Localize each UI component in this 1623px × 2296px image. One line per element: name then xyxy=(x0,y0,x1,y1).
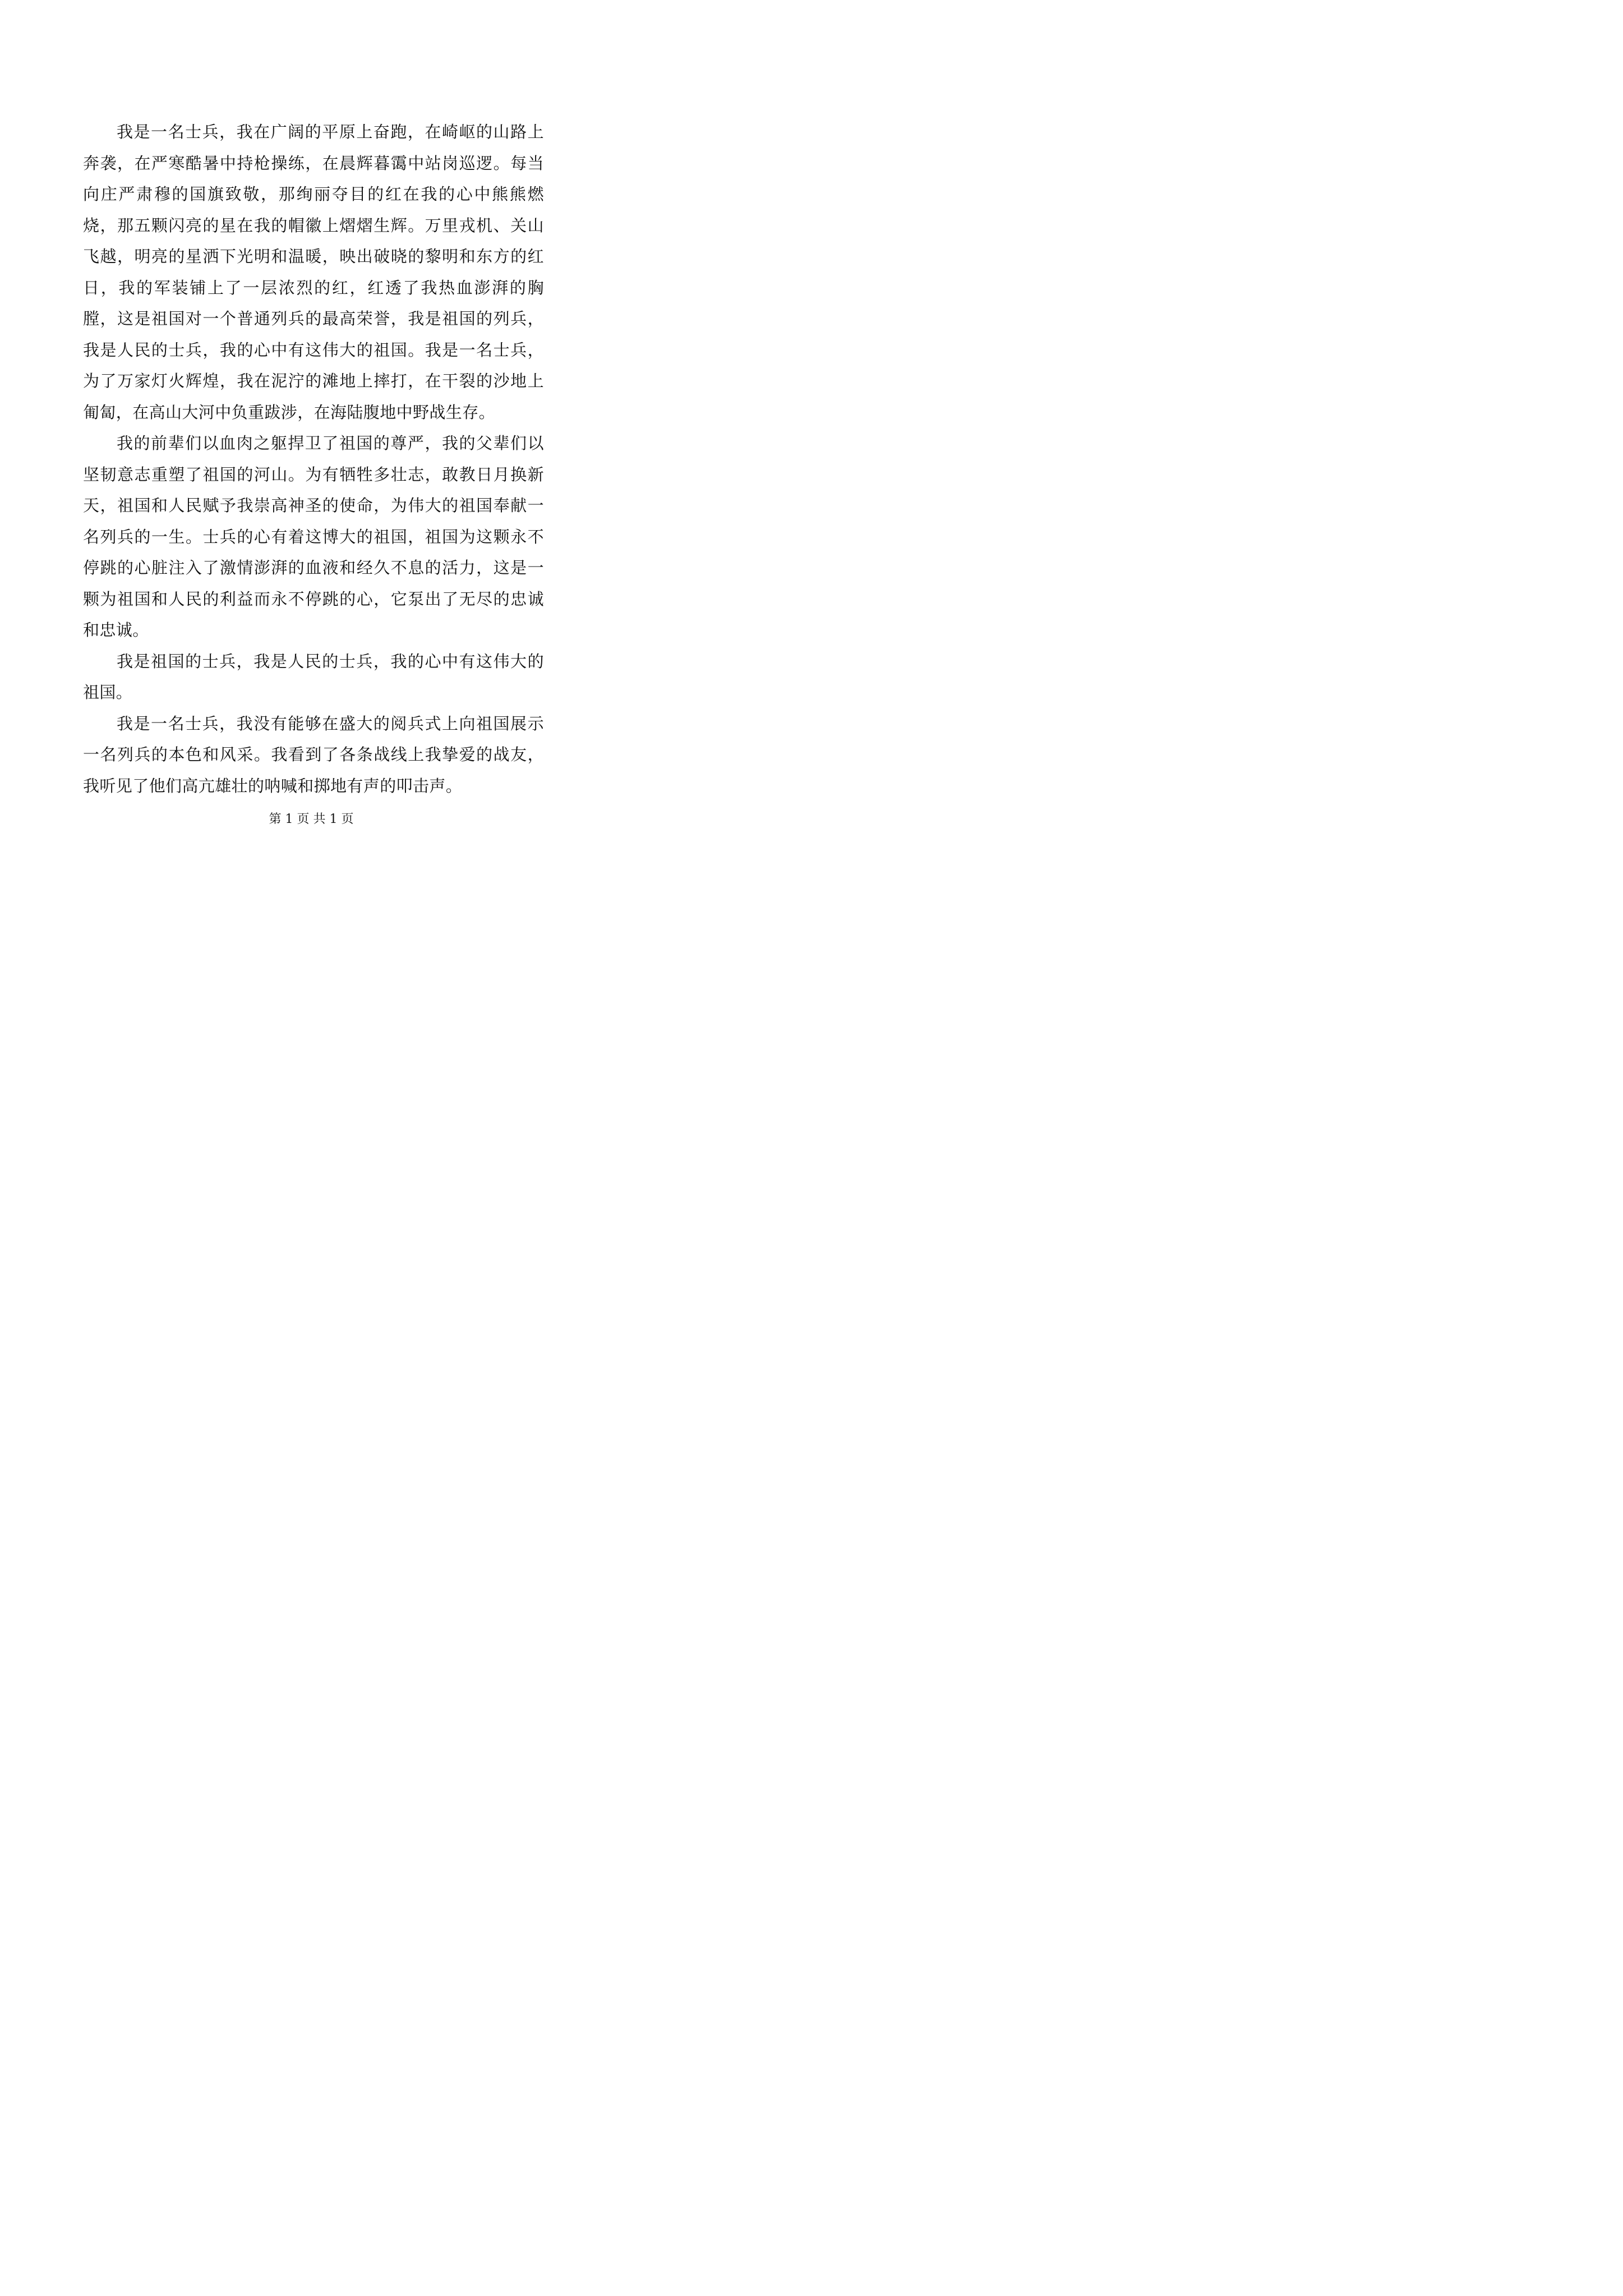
paragraph-4: 我是一名士兵，我没有能够在盛大的阅兵式上向祖国展示一名列兵的本色和风采。我看到了各条战线上我挚爱的战友，我听见了他们高亢雄壮的呐喊和掷地有声的叩击声。 xyxy=(83,714,544,795)
paragraph-2: 我的前辈们以血肉之躯捍卫了祖国的尊严，我的父辈们以坚韧意志重塑了祖国的河山。为有牺牲多壮志，敢教日月换新天，祖国和人民赋予我崇高神圣的使命，为伟大的祖国奉献一名列兵的一生。士兵的心有着这博大的祖国，祖国为这颗永不停跳的心脏注入了激情澎湃的血液和经久不息的活力，这是一颗为祖国和人民的利益而永不停跳的心，它泵出了无尽的忠诚和忠诚。 xyxy=(83,434,544,639)
document-page xyxy=(0,0,623,881)
paragraph-1: 我是一名士兵，我在广阔的平原上奋跑，在崎岖的山路上奔袭，在严寒酷暑中持枪操练，在晨辉暮霭中站岗巡逻。每当向庄严肃穆的国旗致敬，那绚丽夺目的红在我的心中熊熊燃烧，那五颗闪亮的星在我的帽徽上熠熠生辉。万里戎机、关山飞越，明亮的星洒下光明和温暖，映出破晓的黎明和东方的红日，我的军装铺上了一层浓烈的红，红透了我热血澎湃的胸膛，这是祖国对一个普通列兵的最高荣誉，我是祖国的列兵，我是人民的士兵，我的心中有这伟大的祖国。我是一名士兵，为了万家灯火辉煌，我在泥泞的滩地上摔打，在干裂的沙地上匍匐，在高山大河中负重跋涉，在海陆腹地中野战生存。 xyxy=(83,122,544,422)
paragraph-3: 我是祖国的士兵，我是人民的士兵，我的心中有这伟大的祖国。 xyxy=(83,651,544,702)
page-number-footer: 第 1 页 共 1 页 xyxy=(269,812,354,826)
document-body xyxy=(83,117,544,802)
